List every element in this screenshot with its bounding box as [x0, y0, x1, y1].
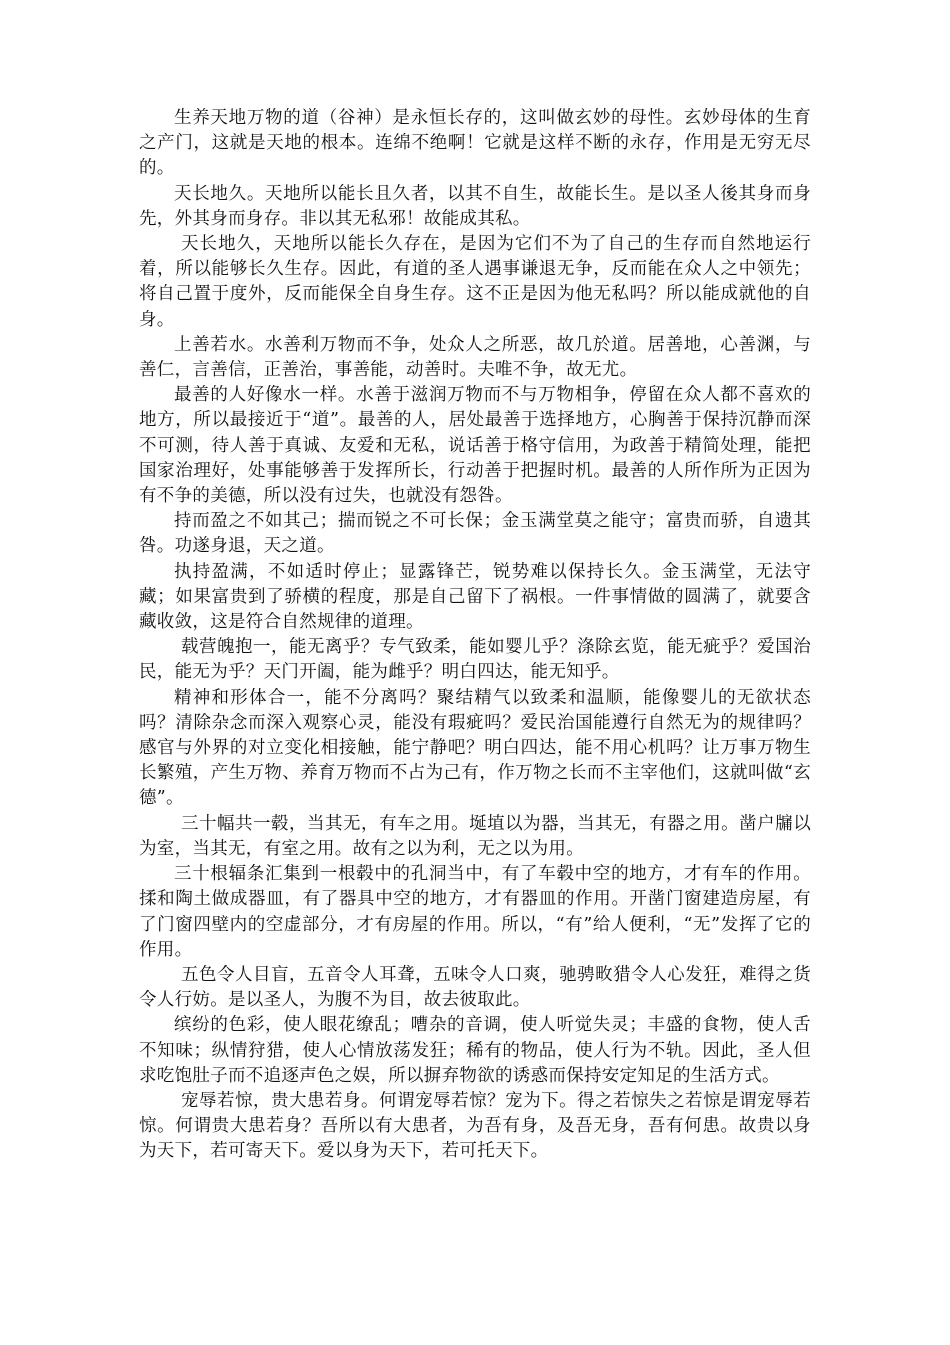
paragraph-8: 载营魄抱一，能无离乎？专气致柔，能如婴儿乎？涤除玄览，能无疵乎？爱国治民，能无为乎？天门开阖，能为雌乎？明白四达，能无知乎。	[139, 637, 811, 683]
paragraph-7: 执持盈满，不如适时停止；显露锋芒，锐势难以保持长久。金玉满堂，无法守藏；如果富贵到了骄横的程度，那是自己留下了祸根。一件事情做的圆满了，就要含藏收敛，这是符合自然规律的道理。	[139, 561, 811, 633]
paragraph-4: 上善若水。水善利万物而不争，处众人之所恶，故几於道。居善地，心善渊，与善仁，言善信，正善治，事善能，动善时。夫唯不争，故无尤。	[139, 334, 811, 381]
document-body	[139, 106, 811, 1165]
paragraph-10: 三十幅共一毂，当其无，有车之用。埏埴以为器，当其无，有器之用。凿户牖以为室，当其无，有室之用。故有之以为利，无之以为用。	[139, 813, 811, 859]
paragraph-3: 天长地久，天地所以能长久存在，是因为它们不为了自己的生存而自然地运行着，所以能够长久生存。因此，有道的圣人遇事谦退无争，反而能在众人之中领先；将自己置于度外，反而能保全自身生存。这不正是因为他无私吗？所以能成就他的自身。	[139, 234, 811, 330]
paragraph-5: 最善的人好像水一样。水善于滋润万物而不与万物相争，停留在众人都不喜欢的地方，所以最接近于“道”。最善的人，居处最善于选择地方，心胸善于保持沉静而深不可测，待人善于真诚、友爱和无私，说话善于格守信用，为政善于精简处理，能把国家治理好，处事能够善于发挥所长，行动善于把握时机。最善的人所作所为正因为有不争的美德，所以没有过失，也就没有怨咎。	[139, 385, 811, 507]
paragraph-11: 三十根辐条汇集到一根毂中的孔洞当中，有了车毂中空的地方，才有车的作用。揉和陶土做成器皿，有了器具中空的地方，才有器皿的作用。开凿门窗建造房屋，有了门窗四壁内的空虚部分，才有房屋的作用。所以，“有”给人便利，“无”发挥了它的作用。	[139, 864, 811, 960]
paragraph-13: 缤纷的色彩，使人眼花缭乱；嘈杂的音调，使人听觉失灵；丰盛的食物，使人舌不知味；纵情狩猎，使人心情放荡发狂；稀有的物品，使人行为不轨。因此，圣人但求吃饱肚子而不追逐声色之娱，所以摒弃物欲的诱惑而保持安定知足的生活方式。	[139, 1015, 811, 1086]
paragraph-2: 天长地久。天地所以能长且久者，以其不自生，故能长生。是以圣人後其身而身先，外其身而身存。非以其无私邪！故能成其私。	[139, 183, 811, 229]
paragraph-12: 五色令人目盲，五音令人耳聋，五味令人口爽，驰骋畋猎令人心发狂，难得之货令人行妨。是以圣人，为腹不为目，故去彼取此。	[139, 964, 811, 1011]
paragraph-9: 精神和形体合一，能不分离吗？聚结精气以致柔和温顺，能像婴儿的无欲状态吗？清除杂念而深入观察心灵，能没有瑕疵吗？爱民治国能遵行自然无为的规律吗？感官与外界的对立变化相接触，能宁静吧？明白四达，能不用心机吗？让万事万物生长繁殖，产生万物、养育万物而不占为己有，作万物之长而不主宰他们，这就叫做“玄德”。	[139, 687, 811, 809]
paragraph-1: 生养天地万物的道（谷神）是永恒长存的，这叫做玄妙的母性。玄妙母体的生育之产门，这就是天地的根本。连绵不绝啊！它就是这样不断的永存，作用是无穷无尽的。	[139, 108, 811, 179]
paragraph-14: 宠辱若惊，贵大患若身。何谓宠辱若惊？宠为下。得之若惊失之若惊是谓宠辱若惊。何谓贵大患若身？吾所以有大患者，为吾有身，及吾无身，吾有何患。故贵以身为天下，若可寄天下。爱以身为天下，若可托天下。	[139, 1090, 811, 1162]
paragraph-6: 持而盈之不如其己；揣而锐之不可长保；金玉满堂莫之能守；富贵而骄，自遗其咎。功遂身退，天之道。	[139, 511, 811, 557]
